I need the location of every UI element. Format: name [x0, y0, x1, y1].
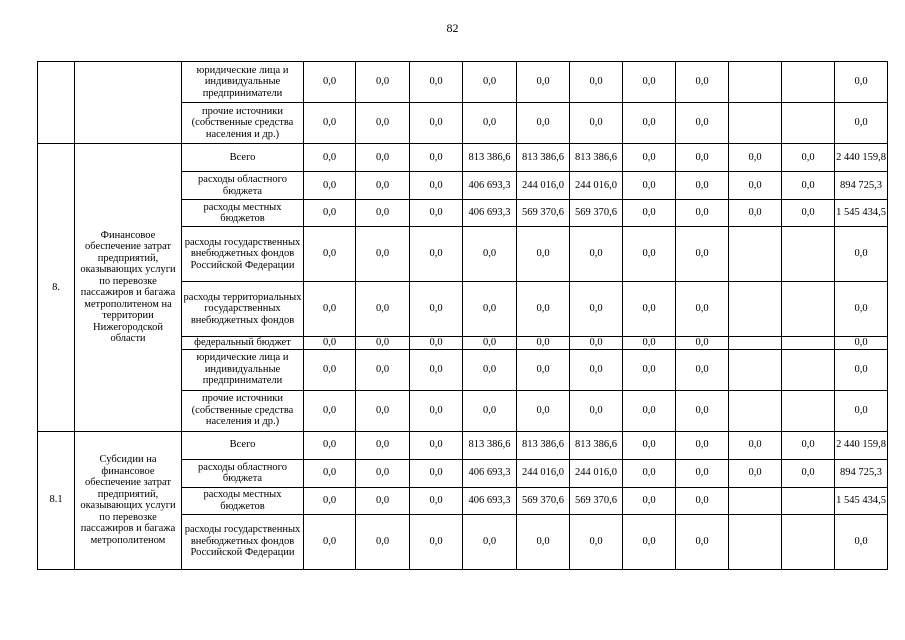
value-cell: 244 016,0	[570, 172, 623, 200]
value-cell: 0,0	[835, 103, 888, 144]
value-cell	[729, 514, 782, 569]
value-cell: 0,0	[570, 349, 623, 390]
value-cell: 0,0	[835, 337, 888, 350]
value-cell: 0,0	[570, 62, 623, 103]
value-cell: 0,0	[517, 62, 570, 103]
value-cell: 0,0	[304, 514, 356, 569]
value-cell	[729, 337, 782, 350]
value-cell: 0,0	[570, 337, 623, 350]
value-cell: 0,0	[570, 390, 623, 431]
value-cell: 0,0	[356, 103, 410, 144]
funding-source: прочие источники (собственные средства населения и др.)	[182, 103, 304, 144]
section-name	[75, 62, 182, 144]
value-cell	[782, 282, 835, 337]
value-cell: 0,0	[676, 172, 729, 200]
value-cell: 0,0	[676, 459, 729, 487]
value-cell: 1 545 434,5	[835, 487, 888, 514]
value-cell: 0,0	[835, 62, 888, 103]
value-cell: 0,0	[463, 390, 517, 431]
value-cell: 0,0	[676, 487, 729, 514]
table-row	[38, 62, 888, 103]
value-cell: 0,0	[623, 390, 676, 431]
value-cell: 0,0	[676, 514, 729, 569]
value-cell: 0,0	[304, 144, 356, 172]
value-cell: 0,0	[410, 144, 463, 172]
value-cell: 0,0	[304, 349, 356, 390]
value-cell: 244 016,0	[517, 459, 570, 487]
value-cell: 569 370,6	[570, 487, 623, 514]
value-cell	[729, 349, 782, 390]
value-cell	[782, 349, 835, 390]
value-cell: 0,0	[304, 103, 356, 144]
value-cell: 0,0	[676, 103, 729, 144]
value-cell: 0,0	[304, 227, 356, 282]
value-cell	[782, 487, 835, 514]
value-cell: 0,0	[304, 487, 356, 514]
value-cell	[729, 62, 782, 103]
value-cell: 0,0	[782, 459, 835, 487]
value-cell: 0,0	[623, 227, 676, 282]
value-cell: 0,0	[729, 200, 782, 227]
value-cell	[729, 227, 782, 282]
value-cell: 0,0	[304, 62, 356, 103]
value-cell: 569 370,6	[517, 487, 570, 514]
value-cell	[729, 282, 782, 337]
value-cell: 0,0	[304, 200, 356, 227]
value-cell: 0,0	[410, 459, 463, 487]
section-name: Субсидии на финансовое обеспечение затрат предприятий, оказывающих услуги по перевозке пассажиров и багажа метрополитеном	[75, 431, 182, 569]
value-cell: 244 016,0	[570, 459, 623, 487]
funding-source: расходы областного бюджета	[182, 459, 304, 487]
value-cell	[729, 487, 782, 514]
value-cell: 0,0	[356, 459, 410, 487]
value-cell: 0,0	[729, 431, 782, 459]
value-cell: 0,0	[356, 62, 410, 103]
value-cell: 0,0	[410, 103, 463, 144]
value-cell: 0,0	[356, 144, 410, 172]
value-cell: 0,0	[356, 172, 410, 200]
value-cell: 0,0	[729, 459, 782, 487]
value-cell: 0,0	[410, 200, 463, 227]
value-cell: 244 016,0	[517, 172, 570, 200]
value-cell: 0,0	[304, 282, 356, 337]
value-cell: 0,0	[463, 103, 517, 144]
value-cell: 0,0	[623, 144, 676, 172]
value-cell: 0,0	[676, 349, 729, 390]
value-cell: 0,0	[623, 62, 676, 103]
value-cell: 0,0	[517, 514, 570, 569]
financing-table	[37, 61, 888, 570]
value-cell: 0,0	[782, 431, 835, 459]
funding-source: расходы местных бюджетов	[182, 200, 304, 227]
value-cell: 0,0	[304, 172, 356, 200]
value-cell: 894 725,3	[835, 459, 888, 487]
value-cell: 0,0	[356, 200, 410, 227]
value-cell: 0,0	[517, 227, 570, 282]
value-cell: 0,0	[517, 103, 570, 144]
funding-source: прочие источники (собственные средства населения и др.)	[182, 390, 304, 431]
value-cell: 0,0	[623, 200, 676, 227]
value-cell: 0,0	[729, 144, 782, 172]
value-cell	[782, 514, 835, 569]
value-cell: 0,0	[410, 431, 463, 459]
value-cell: 0,0	[623, 459, 676, 487]
value-cell: 813 386,6	[517, 431, 570, 459]
value-cell: 0,0	[304, 431, 356, 459]
value-cell: 894 725,3	[835, 172, 888, 200]
value-cell	[782, 62, 835, 103]
value-cell: 0,0	[570, 282, 623, 337]
value-cell	[782, 337, 835, 350]
value-cell: 406 693,3	[463, 200, 517, 227]
value-cell: 0,0	[570, 103, 623, 144]
value-cell: 0,0	[356, 282, 410, 337]
value-cell: 0,0	[623, 172, 676, 200]
value-cell: 0,0	[410, 227, 463, 282]
funding-source: расходы государственных внебюджетных фондов Российской Федерации	[182, 227, 304, 282]
value-cell: 0,0	[835, 227, 888, 282]
value-cell: 0,0	[304, 337, 356, 350]
value-cell: 813 386,6	[570, 144, 623, 172]
value-cell: 813 386,6	[570, 431, 623, 459]
funding-source: юридические лица и индивидуальные предприниматели	[182, 349, 304, 390]
funding-source: юридические лица и индивидуальные предприниматели	[182, 62, 304, 103]
funding-source: расходы областного бюджета	[182, 172, 304, 200]
funding-source: расходы территориальных государственных внебюджетных фондов	[182, 282, 304, 337]
value-cell: 0,0	[782, 172, 835, 200]
value-cell: 569 370,6	[570, 200, 623, 227]
funding-source: федеральный бюджет	[182, 337, 304, 350]
value-cell: 813 386,6	[463, 431, 517, 459]
value-cell: 0,0	[676, 200, 729, 227]
section-number	[38, 62, 75, 144]
value-cell: 0,0	[463, 227, 517, 282]
value-cell: 0,0	[410, 282, 463, 337]
value-cell: 0,0	[463, 349, 517, 390]
value-cell: 0,0	[623, 337, 676, 350]
value-cell: 813 386,6	[463, 144, 517, 172]
value-cell: 0,0	[623, 514, 676, 569]
value-cell: 0,0	[410, 337, 463, 350]
value-cell: 0,0	[676, 62, 729, 103]
funding-source: расходы государственных внебюджетных фондов Российской Федерации	[182, 514, 304, 569]
value-cell	[729, 390, 782, 431]
value-cell	[782, 390, 835, 431]
value-cell: 0,0	[517, 390, 570, 431]
section-number: 8.1	[38, 431, 75, 569]
table-row	[38, 431, 888, 459]
value-cell: 0,0	[623, 487, 676, 514]
value-cell: 0,0	[463, 282, 517, 337]
value-cell: 0,0	[623, 349, 676, 390]
value-cell: 0,0	[835, 282, 888, 337]
value-cell: 0,0	[356, 337, 410, 350]
value-cell: 0,0	[623, 431, 676, 459]
value-cell: 0,0	[676, 227, 729, 282]
value-cell: 406 693,3	[463, 459, 517, 487]
value-cell: 0,0	[517, 349, 570, 390]
value-cell: 0,0	[463, 337, 517, 350]
section-name: Финансовое обеспечение затрат предприятий, оказывающих услуги по перевозке пассажиров и багажа метрополитеном на территории Нижегородской области	[75, 144, 182, 432]
value-cell: 0,0	[410, 349, 463, 390]
value-cell: 0,0	[676, 390, 729, 431]
value-cell: 0,0	[676, 144, 729, 172]
value-cell: 569 370,6	[517, 200, 570, 227]
value-cell: 0,0	[463, 514, 517, 569]
page-number: 82	[446, 21, 459, 35]
value-cell	[782, 227, 835, 282]
value-cell: 0,0	[570, 514, 623, 569]
section-number: 8.	[38, 144, 75, 432]
value-cell: 0,0	[835, 514, 888, 569]
value-cell: 0,0	[676, 431, 729, 459]
funding-source: расходы местных бюджетов	[182, 487, 304, 514]
value-cell: 0,0	[623, 282, 676, 337]
value-cell: 0,0	[623, 103, 676, 144]
value-cell: 0,0	[356, 390, 410, 431]
value-cell: 0,0	[517, 337, 570, 350]
value-cell: 813 386,6	[517, 144, 570, 172]
value-cell: 0,0	[729, 172, 782, 200]
table-row	[38, 144, 888, 172]
value-cell: 0,0	[356, 514, 410, 569]
value-cell: 0,0	[410, 172, 463, 200]
value-cell: 0,0	[676, 282, 729, 337]
value-cell: 0,0	[410, 62, 463, 103]
value-cell: 0,0	[570, 227, 623, 282]
value-cell: 0,0	[304, 459, 356, 487]
value-cell: 0,0	[356, 431, 410, 459]
value-cell: 0,0	[304, 390, 356, 431]
value-cell	[782, 103, 835, 144]
funding-source: Всего	[182, 144, 304, 172]
value-cell: 406 693,3	[463, 172, 517, 200]
value-cell: 0,0	[782, 200, 835, 227]
value-cell: 0,0	[835, 349, 888, 390]
value-cell	[729, 103, 782, 144]
value-cell: 0,0	[517, 282, 570, 337]
value-cell: 0,0	[356, 349, 410, 390]
value-cell: 0,0	[410, 487, 463, 514]
value-cell: 0,0	[676, 337, 729, 350]
value-cell: 2 440 159,8	[835, 431, 888, 459]
funding-source: Всего	[182, 431, 304, 459]
value-cell: 0,0	[463, 62, 517, 103]
value-cell: 0,0	[835, 390, 888, 431]
value-cell: 0,0	[356, 487, 410, 514]
value-cell: 1 545 434,5	[835, 200, 888, 227]
value-cell: 0,0	[410, 514, 463, 569]
value-cell: 2 440 159,8	[835, 144, 888, 172]
value-cell: 0,0	[410, 390, 463, 431]
value-cell: 0,0	[356, 227, 410, 282]
value-cell: 0,0	[782, 144, 835, 172]
value-cell: 406 693,3	[463, 487, 517, 514]
